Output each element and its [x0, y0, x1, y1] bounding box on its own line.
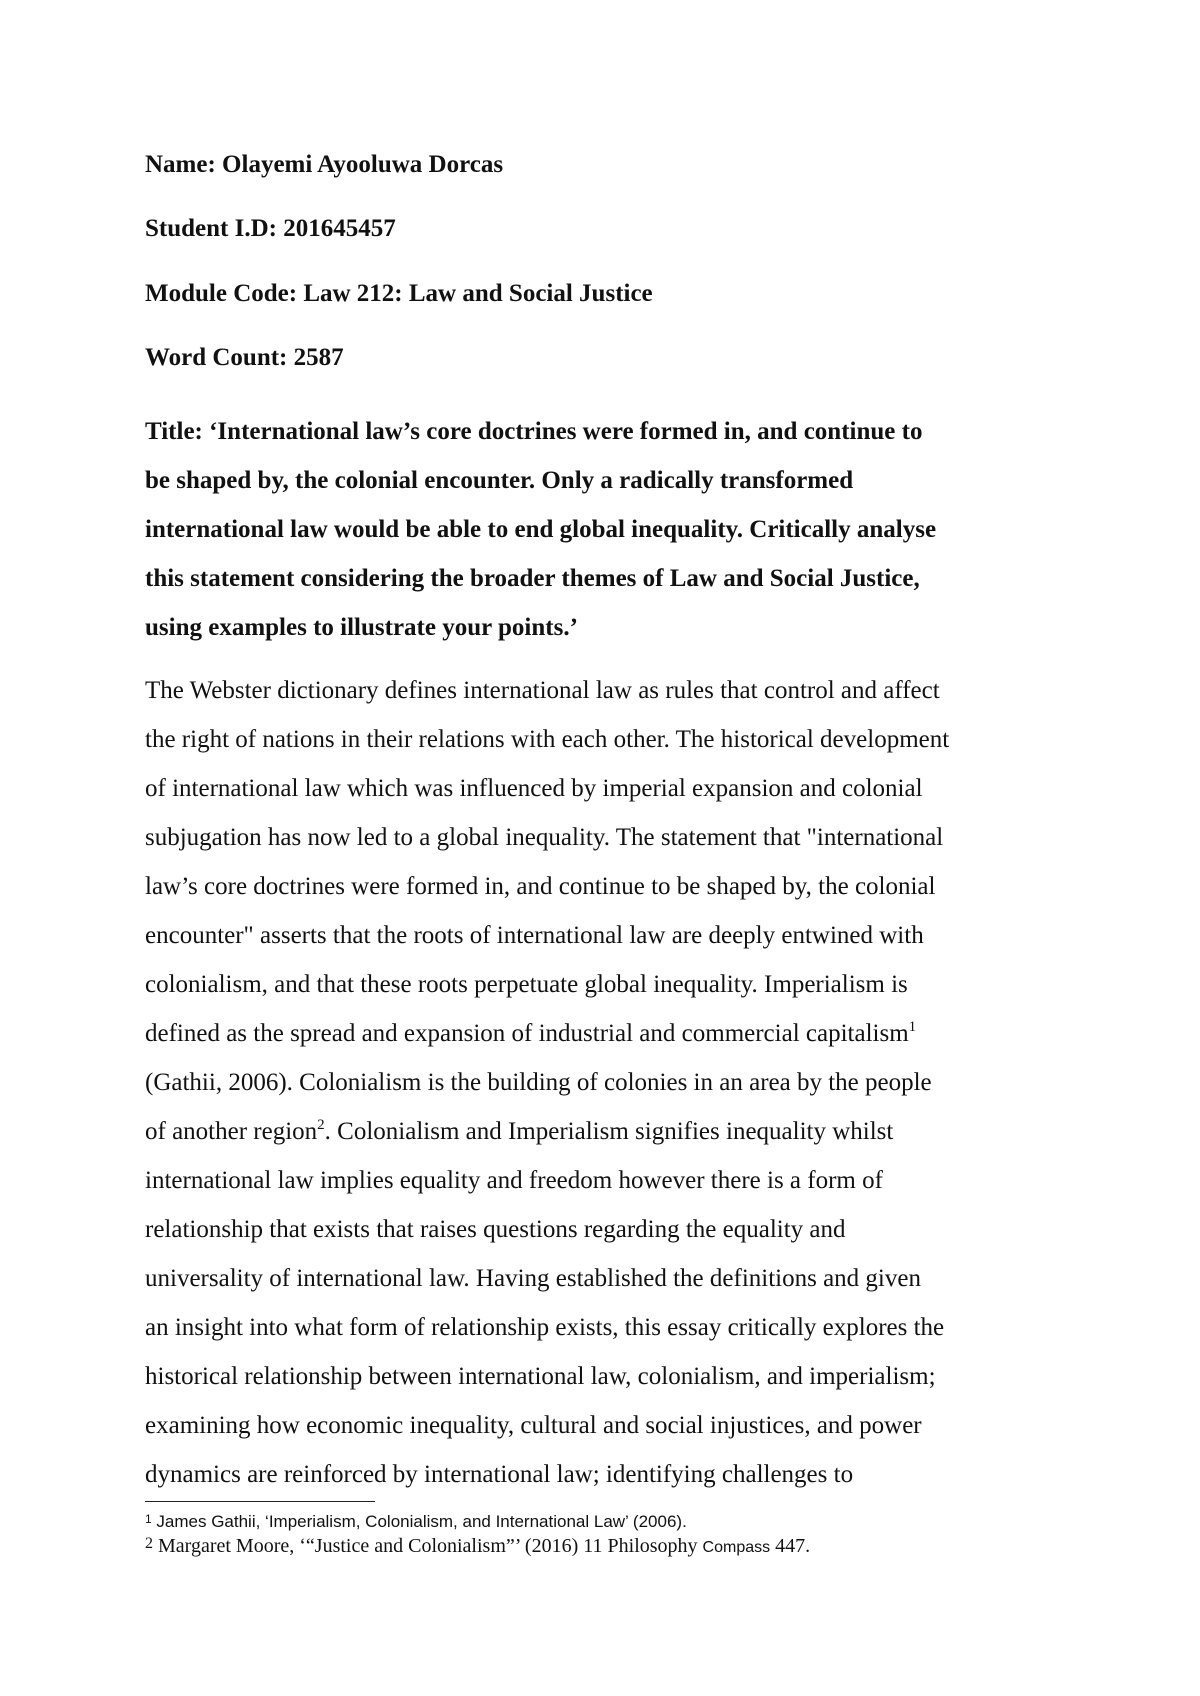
module-code: Module Code: Law 212: Law and Social Justice: [145, 280, 653, 307]
footnote-text: Compass: [702, 1539, 771, 1556]
body-line: colonialism, and that these roots perpetuate global inequality. Imperialism is: [145, 971, 908, 998]
student-name: Name: Olayemi Ayooluwa Dorcas: [145, 151, 504, 178]
footnote-marker: 1: [145, 1512, 152, 1526]
body-line-text: . Colonialism and Imperialism signifies inequality whilst: [324, 1118, 894, 1145]
footnote-text: 447.: [770, 1535, 811, 1557]
word-count: Word Count: 2587: [145, 344, 344, 371]
body-line: of international law which was influenced by imperial expansion and colonial: [145, 775, 923, 802]
footnote-text: Margaret Moore, ‘“Justice and Colonialism”’ (2016) 11 Philosophy: [153, 1535, 703, 1557]
body-line: examining how economic inequality, cultural and social injustices, and power: [145, 1412, 922, 1439]
body-line: (Gathii, 2006). Colonialism is the building of colonies in an area by the people: [145, 1069, 932, 1096]
body-line: The Webster dictionary defines international law as rules that control and affect: [145, 677, 940, 704]
footnote-2: [145, 1531, 810, 1561]
title-line: Title: ‘International law’s core doctrines were formed in, and continue to: [145, 418, 923, 445]
body-line-text: defined as the spread and expansion of industrial and commercial capitalism: [145, 1020, 909, 1047]
footnote-marker: 2: [145, 1535, 153, 1552]
footnote-separator: [145, 1501, 375, 1502]
body-line: [145, 1009, 1075, 1058]
body-line: international law implies equality and freedom however there is a form of: [145, 1167, 883, 1194]
body-line: [145, 1107, 1075, 1156]
body-line: the right of nations in their relations with each other. The historical development: [145, 726, 950, 753]
footnote-text: James Gathii, ‘Imperialism, Colonialism, and International Law’ (2006).: [151, 1512, 687, 1531]
title-line: be shaped by, the colonial encounter. Only a radically transformed: [145, 467, 854, 494]
body-line: subjugation has now led to a global inequality. The statement that "international: [145, 824, 944, 851]
title-line: using examples to illustrate your points.’: [145, 614, 578, 641]
title-line: international law would be able to end global inequality. Critically analyse: [145, 516, 937, 543]
footnote-ref-2[interactable]: 2: [317, 1117, 325, 1133]
body-line: universality of international law. Having established the definitions and given: [145, 1265, 921, 1292]
student-id: Student I.D: 201645457: [145, 215, 396, 242]
body-line: law’s core doctrines were formed in, and continue to be shaped by, the colonial: [145, 873, 936, 900]
body-line: relationship that exists that raises questions regarding the equality and: [145, 1216, 846, 1243]
body-line: dynamics are reinforced by international law; identifying challenges to: [145, 1461, 854, 1488]
essay-body: [145, 666, 1075, 1499]
body-line-text: of another region: [145, 1118, 318, 1145]
body-line: an insight into what form of relationship exists, this essay critically explores the: [145, 1314, 945, 1341]
footnote-ref-1[interactable]: 1: [908, 1019, 917, 1035]
footnote-1: [145, 1508, 687, 1533]
body-line: historical relationship between international law, colonialism, and imperialism;: [145, 1363, 936, 1390]
body-line: encounter" asserts that the roots of international law are deeply entwined with: [145, 922, 924, 949]
essay-title: [145, 407, 1065, 652]
title-line: this statement considering the broader themes of Law and Social Justice,: [145, 565, 920, 592]
